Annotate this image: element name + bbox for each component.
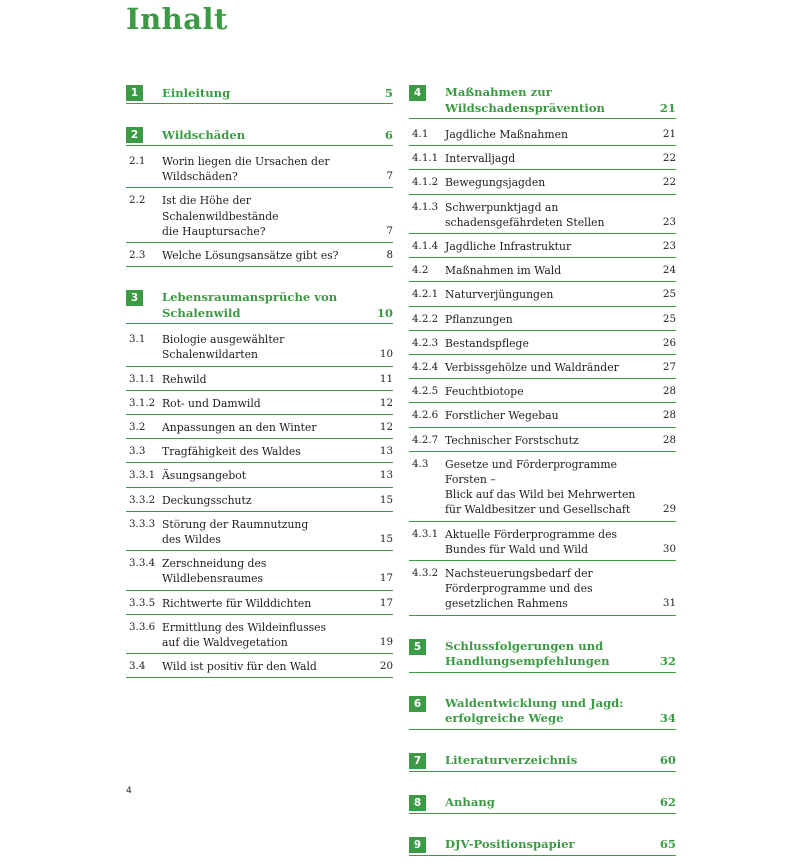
entry-number: 4.1.2 [412, 176, 439, 189]
entry-title: Aktuelle Förderprogramme des Bundes für Wald und Wild [445, 527, 617, 556]
chapter-page-number: 34 [659, 711, 676, 726]
entry-title: Pflanzungen [445, 312, 513, 326]
entry-title: Störung der Raumnutzung des Wildes [162, 517, 309, 547]
toc-entry-4-1-1[interactable] [409, 149, 676, 170]
entry-title: Bestandspflege [445, 336, 529, 350]
entry-number: 3.1.2 [129, 396, 156, 409]
chapter-number: 9 [409, 837, 426, 853]
chapter-title: Wildschäden [162, 127, 246, 142]
entry-page-number: 23 [662, 215, 676, 228]
entry-page-number: 28 [662, 385, 676, 398]
entry-page-number: 7 [386, 224, 393, 237]
entry-number: 3.3.1 [129, 469, 156, 482]
chapter-title: Literaturverzeichnis [445, 753, 578, 768]
entry-title: Bewegungsjagden [445, 176, 546, 190]
entry-title: Biologie ausgewählter Schalenwildarten [162, 333, 285, 362]
toc-entry-3-1[interactable] [126, 330, 393, 366]
entry-title: Feuchtbiotope [445, 385, 524, 399]
entry-title: Maßnahmen im Wald [445, 264, 562, 278]
entry-number: 2.2 [129, 194, 146, 207]
entry-page-number: 17 [379, 572, 393, 585]
entry-title: Forstlicher Wegebau [445, 409, 559, 423]
toc-entry-4-1-3[interactable] [409, 198, 676, 234]
entry-page-number: 25 [662, 288, 676, 301]
toc-entry-4-2-3[interactable] [409, 334, 676, 355]
entry-number: 3.3.6 [129, 620, 156, 633]
toc-entry-3-3-6[interactable] [126, 618, 393, 654]
toc-entry-3-3-2[interactable] [126, 491, 393, 512]
entry-number: 4.3 [412, 457, 429, 470]
entry-number: 2.1 [129, 155, 146, 167]
chapter-page-number: 60 [659, 753, 676, 768]
entry-number: 3.3.3 [129, 517, 156, 530]
toc-entry-2-2[interactable] [126, 191, 393, 243]
entry-number: 4.2.4 [412, 361, 439, 374]
chapter-page-number: 10 [376, 305, 393, 320]
chapter-number: 4 [409, 85, 426, 101]
entry-page-number: 26 [662, 336, 676, 349]
toc-entry-4-2-2[interactable] [409, 310, 676, 331]
entry-number: 4.2.7 [412, 433, 439, 446]
entry-number: 3.3 [129, 445, 146, 458]
toc-entry-3-1-2[interactable] [126, 394, 393, 415]
toc-column-left [126, 82, 393, 681]
entry-title: Ermittlung des Wildeinflusses auf die Waldvegetation [162, 620, 327, 650]
toc-column-right [409, 82, 676, 862]
entry-number: 4.2.3 [412, 336, 439, 349]
entry-number: 4.2.1 [412, 288, 439, 301]
chapter-title: DJV-Positionspapier [445, 837, 575, 852]
entry-number: 3.4 [129, 660, 146, 673]
toc-entry-4-3[interactable] [409, 455, 676, 522]
entry-title: Tragfähigkeit des Waldes [162, 445, 301, 459]
entry-page-number: 19 [379, 636, 393, 649]
chapter-number: 3 [126, 290, 143, 306]
entry-page-number: 7 [386, 170, 393, 183]
toc-entry-2-3[interactable] [126, 246, 393, 267]
entry-number: 4.2.5 [412, 385, 439, 398]
chapter-title: Schlussfolgerungen und Handlungsempfehlungen [445, 638, 610, 669]
entry-page-number: 11 [379, 372, 393, 385]
entry-title: Gesetze und Förderprogramme Forsten – Blick auf das Wild bei Mehrwerten für Waldbesitzer und Gesellschaft [445, 457, 636, 517]
entry-page-number: 15 [379, 533, 393, 546]
entry-title: Welche Lösungsansätze gibt es? [162, 249, 339, 263]
toc-entry-4-2-1[interactable] [409, 285, 676, 306]
entry-title: Richtwerte für Wilddichten [162, 596, 312, 610]
entry-title: Jagdliche Infrastruktur [445, 240, 572, 254]
toc-chapter-4[interactable] [409, 82, 676, 119]
chapter-page-number: 62 [659, 795, 676, 810]
page-title: Inhalt [126, 2, 228, 36]
toc-entry-3-3[interactable] [126, 442, 393, 463]
entry-title: Zerschneidung des Wildlebensraumes [162, 557, 267, 586]
toc-entry-4-2-5[interactable] [409, 382, 676, 403]
entry-number: 3.2 [129, 421, 146, 434]
entry-title: Jagdliche Maßnahmen [445, 128, 568, 141]
entry-page-number: 27 [662, 361, 676, 374]
toc-entry-4-1-2[interactable] [409, 173, 676, 194]
entry-number: 3.3.5 [129, 596, 156, 609]
entry-title: Technischer Forstschutz [445, 433, 579, 447]
entry-page-number: 29 [662, 503, 676, 516]
chapter-number: 6 [409, 696, 426, 712]
entry-title: Worin liegen die Ursachen der Wildschäden? [162, 155, 330, 184]
entry-page-number: 12 [379, 421, 393, 434]
chapter-page-number: 21 [659, 100, 676, 115]
entry-page-number: 10 [379, 348, 393, 361]
toc-entry-3-3-5[interactable] [126, 594, 393, 615]
entry-title: Wild ist positiv für den Wald [162, 660, 317, 674]
entry-number: 2.3 [129, 249, 146, 262]
toc-chapter-5[interactable] [409, 636, 676, 673]
toc-chapter-6[interactable] [409, 693, 676, 730]
entry-number: 3.1.1 [129, 372, 156, 385]
chapter-title: Einleitung [162, 85, 231, 100]
entry-page-number: 12 [379, 396, 393, 409]
entry-page-number: 25 [662, 312, 676, 325]
toc-chapter-7[interactable] [409, 750, 676, 772]
entry-page-number: 23 [662, 240, 676, 253]
chapter-number: 5 [409, 639, 426, 655]
toc-entry-3-4[interactable] [126, 657, 393, 678]
entry-number: 4.1.4 [412, 240, 439, 253]
toc-chapter-8[interactable] [409, 792, 676, 814]
entry-number: 4.1.3 [412, 200, 439, 213]
toc-entry-4-1[interactable] [409, 125, 676, 146]
entry-title: Ist die Höhe der Schalenwildbestände die Hauptursache? [162, 194, 279, 238]
chapter-number: 7 [409, 753, 426, 769]
toc-entry-4-2-7[interactable] [409, 431, 676, 452]
entry-title: Anpassungen an den Winter [162, 421, 317, 435]
toc-entry-4-1-4[interactable] [409, 237, 676, 258]
chapter-number: 1 [126, 85, 143, 101]
entry-title: Nachsteuerungsbedarf der Förderprogramme und des gesetzlichen Rahmens [445, 567, 593, 611]
toc-chapter-3[interactable] [126, 287, 393, 324]
chapter-page-number: 5 [384, 85, 393, 100]
chapter-page-number: 65 [659, 837, 676, 852]
entry-title: Naturverjüngungen [445, 288, 554, 302]
entry-title: Deckungsschutz [162, 493, 252, 507]
entry-page-number: 28 [662, 433, 676, 446]
entry-number: 4.2.6 [412, 409, 439, 422]
entry-number: 3.3.4 [129, 557, 156, 570]
entry-page-number: 31 [662, 597, 676, 610]
chapter-page-number: 32 [659, 654, 676, 669]
page-number: 4 [126, 786, 132, 796]
entry-number: 3.1 [129, 333, 146, 346]
entry-page-number: 13 [379, 445, 393, 458]
entry-title: Verbissgehölze und Waldränder [445, 361, 619, 375]
entry-number: 4.2 [412, 264, 429, 277]
entry-number: 3.3.2 [129, 493, 156, 506]
chapter-title: Lebensraumansprüche von Schalenwild [162, 290, 338, 320]
toc-entry-4-2-4[interactable] [409, 358, 676, 379]
entry-page-number: 8 [386, 249, 393, 262]
toc-entry-3-3-4[interactable] [126, 554, 393, 590]
entry-title: Äsungsangebot [162, 469, 247, 483]
entry-page-number: 28 [662, 409, 676, 422]
toc-entry-3-2[interactable] [126, 418, 393, 439]
entry-page-number: 17 [379, 596, 393, 609]
entry-number: 4.1 [412, 128, 429, 140]
toc-entry-4-3-1[interactable] [409, 525, 676, 561]
toc-entry-3-1-1[interactable] [126, 370, 393, 391]
toc-chapter-9[interactable] [409, 834, 676, 856]
chapter-title: Anhang [445, 795, 495, 810]
toc-entry-4-2[interactable] [409, 261, 676, 282]
entry-page-number: 22 [662, 152, 676, 165]
entry-page-number: 24 [662, 264, 676, 277]
entry-page-number: 13 [379, 469, 393, 482]
entry-title: Rot- und Damwild [162, 396, 261, 410]
entry-number: 4.3.1 [412, 527, 439, 540]
toc-entry-2-1[interactable] [126, 152, 393, 188]
chapter-number: 8 [409, 795, 426, 811]
entry-page-number: 30 [662, 542, 676, 555]
entry-title: Rehwild [162, 372, 207, 386]
entry-page-number: 21 [662, 128, 676, 140]
entry-title: Schwerpunktjagd an schadensgefährdeten Stellen [445, 200, 605, 229]
toc-entry-4-3-2[interactable] [409, 564, 676, 616]
toc-entry-3-3-1[interactable] [126, 466, 393, 487]
entry-title: Intervalljagd [445, 152, 516, 166]
chapter-number: 2 [126, 127, 143, 143]
toc-entry-3-3-3[interactable] [126, 515, 393, 551]
chapter-title: Waldentwicklung und Jagd: erfolgreiche Wege [445, 695, 624, 726]
entry-number: 4.2.2 [412, 312, 439, 325]
entry-number: 4.3.2 [412, 567, 439, 580]
chapter-title: Maßnahmen zur Wildschadensprävention [445, 85, 605, 115]
chapter-page-number: 6 [384, 127, 393, 142]
entry-page-number: 20 [379, 660, 393, 673]
entry-page-number: 15 [379, 493, 393, 506]
entry-number: 4.1.1 [412, 152, 439, 165]
toc-entry-4-2-6[interactable] [409, 406, 676, 427]
toc-chapter-2[interactable] [126, 124, 393, 146]
entry-page-number: 22 [662, 176, 676, 189]
toc-chapter-1[interactable] [126, 82, 393, 104]
